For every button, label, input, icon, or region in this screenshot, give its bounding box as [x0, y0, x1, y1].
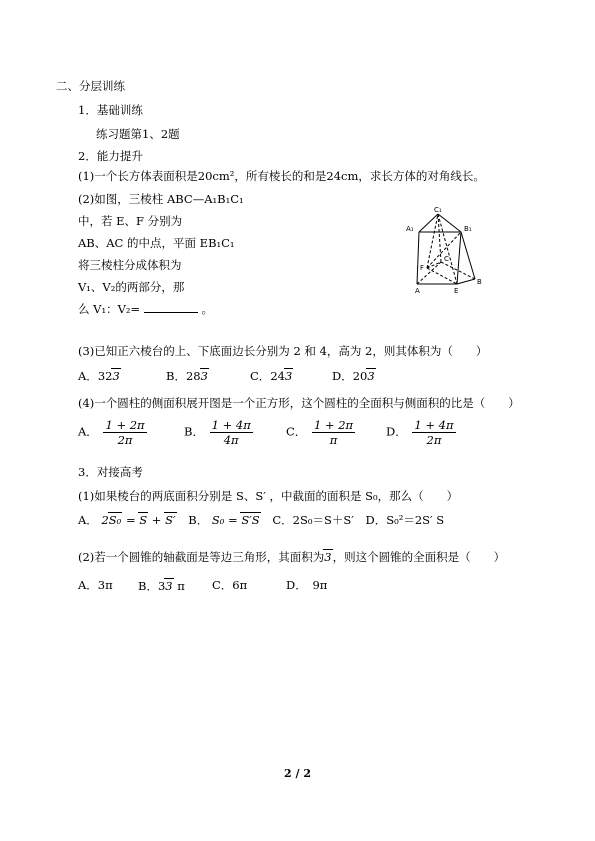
question-2-line3: AB、AC 的中点，平面 EB₁C₁: [78, 236, 235, 250]
question-2-line1: (2)如图，三棱柱 ABC—A₁B₁C₁: [78, 192, 244, 206]
question-1: (1)一个长方体表面积是20cm²，所有棱长的和是24cm，求长方体的对角线长。: [78, 169, 485, 183]
option-label: C．: [250, 369, 271, 383]
section2-title: 二、分层训练: [56, 79, 125, 93]
stem-post: ，则这个圆锥的全面积是（ ）: [332, 550, 506, 564]
section3-question-2-option-a: A．3π: [78, 578, 113, 592]
question-3-option-c: [250, 368, 293, 383]
option-radicand: 3: [284, 369, 293, 383]
option-b-lhs: S₀: [211, 513, 225, 527]
question-4-option-a: [78, 418, 149, 447]
subsection-ability: 2．能力提升: [78, 149, 143, 163]
denominator: 4π: [223, 433, 239, 447]
question-2-line6-pre: 么 V₁：V₂=: [78, 302, 141, 316]
section3-question-2-option-c: C．6π: [212, 578, 248, 592]
subsection-basic: 1．基础训练: [78, 103, 143, 117]
label-c1: C₁: [434, 206, 442, 214]
question-3-option-a: [78, 368, 121, 383]
option-radicand: 3: [200, 369, 208, 383]
label-f: F: [420, 264, 425, 272]
fraction: [312, 418, 355, 447]
question-3-option-b: [166, 368, 209, 383]
label-e: E: [454, 287, 459, 295]
question-3-option-d: [332, 368, 376, 383]
label-a: A: [415, 287, 420, 295]
numerator: 1 + 2π: [105, 418, 145, 432]
option-label: B．: [166, 369, 186, 383]
question-2-line4: 将三棱柱分成体积为: [78, 258, 182, 272]
option-label: C．: [286, 424, 307, 439]
label-a1: A₁: [406, 225, 414, 233]
fraction: [210, 418, 253, 447]
option-coef: 20: [352, 369, 368, 383]
fraction: [412, 418, 455, 447]
option-label: D．: [386, 424, 407, 439]
denominator: 2π: [426, 433, 442, 447]
option-a-radical-s: S: [139, 513, 148, 527]
denominator: π: [329, 433, 338, 447]
page-number: 2 / 2: [284, 767, 311, 780]
stem-pre: (2)若一个圆锥的轴截面是等边三角形，其面积为: [78, 550, 325, 564]
question-4-option-d: [386, 418, 458, 447]
label-b1: B₁: [464, 225, 472, 233]
label-c: C: [444, 255, 449, 263]
question-4-option-c: [286, 418, 357, 447]
option-label: A．: [78, 513, 98, 527]
option-b-radical: S′S: [241, 513, 260, 527]
question-2-line6: [78, 302, 213, 316]
option-c-text: 2S₀＝S＋S′: [292, 513, 354, 527]
question-2-line6-post: 。: [201, 302, 213, 316]
option-label: B．: [184, 424, 204, 439]
option-label: A．: [78, 369, 98, 383]
option-coef: 24: [270, 369, 285, 383]
prism-figure: [405, 204, 490, 296]
denominator: 2π: [117, 433, 133, 447]
option-label: D．: [332, 369, 353, 383]
option-radicand: 3: [367, 369, 375, 383]
question-2-line5: V₁、V₂的两部分，那: [78, 280, 185, 294]
option-label: A．: [78, 424, 98, 439]
numerator: 1 + 4π: [211, 418, 251, 432]
option-label: D．: [365, 513, 387, 527]
option-a-plus: +: [151, 513, 162, 527]
option-a-coef: 2: [101, 513, 109, 527]
question-3-stem: (3)已知正六棱台的上、下底面边长分别为 2 和 4，高为 2，则其体积为（ ）: [78, 344, 488, 358]
option-b-tail: π: [173, 579, 185, 593]
section3-question-2-option-d: D． 9π: [286, 578, 328, 592]
option-coef: 28: [185, 369, 201, 383]
fraction: [103, 418, 146, 447]
option-radicand: 3: [112, 369, 120, 383]
option-d: [366, 513, 445, 527]
option-c: [272, 513, 357, 527]
option-label: B．: [188, 513, 209, 527]
section3-question-1-stem: (1)如果棱台的两底面积分别是 S、S′ ，中截面的面积是 S₀，那么（ ）: [78, 489, 459, 503]
answer-blank: [144, 302, 198, 313]
option-a-radical-s-prime: S′: [165, 513, 176, 527]
numerator: 1 + 2π: [313, 418, 354, 432]
section3-question-2-stem: [78, 549, 505, 564]
label-b: B: [477, 278, 482, 286]
subsection-basic-item: 练习题第1、2题: [96, 127, 180, 141]
option-label: C．: [272, 513, 293, 527]
option-b-label: B．3: [138, 579, 166, 593]
section3-question-2-option-b: [138, 578, 185, 593]
question-2-line2: 中，若 E、F 分别为: [78, 214, 183, 228]
option-a-eq: =: [125, 513, 136, 527]
option-a: [78, 513, 180, 527]
question-4-option-b: [184, 418, 255, 447]
option-d-text: S₀²＝2S′ S: [386, 513, 445, 527]
section3-question-1-options: [78, 512, 444, 527]
section3-title: 3．对接高考: [78, 465, 143, 479]
option-b-radical: 3: [165, 579, 173, 593]
option-coef: 32: [97, 369, 113, 383]
question-4-stem: (4)一个圆柱的侧面积展开图是一个正方形，这个圆柱的全面积与侧面积的比是（ ）: [78, 396, 520, 410]
option-b-eq: =: [228, 513, 238, 527]
numerator: 1 + 4π: [414, 418, 454, 432]
option-b: [188, 513, 264, 527]
stem-radical: 3: [324, 550, 332, 564]
option-a-radical-s0: S₀: [108, 513, 122, 527]
